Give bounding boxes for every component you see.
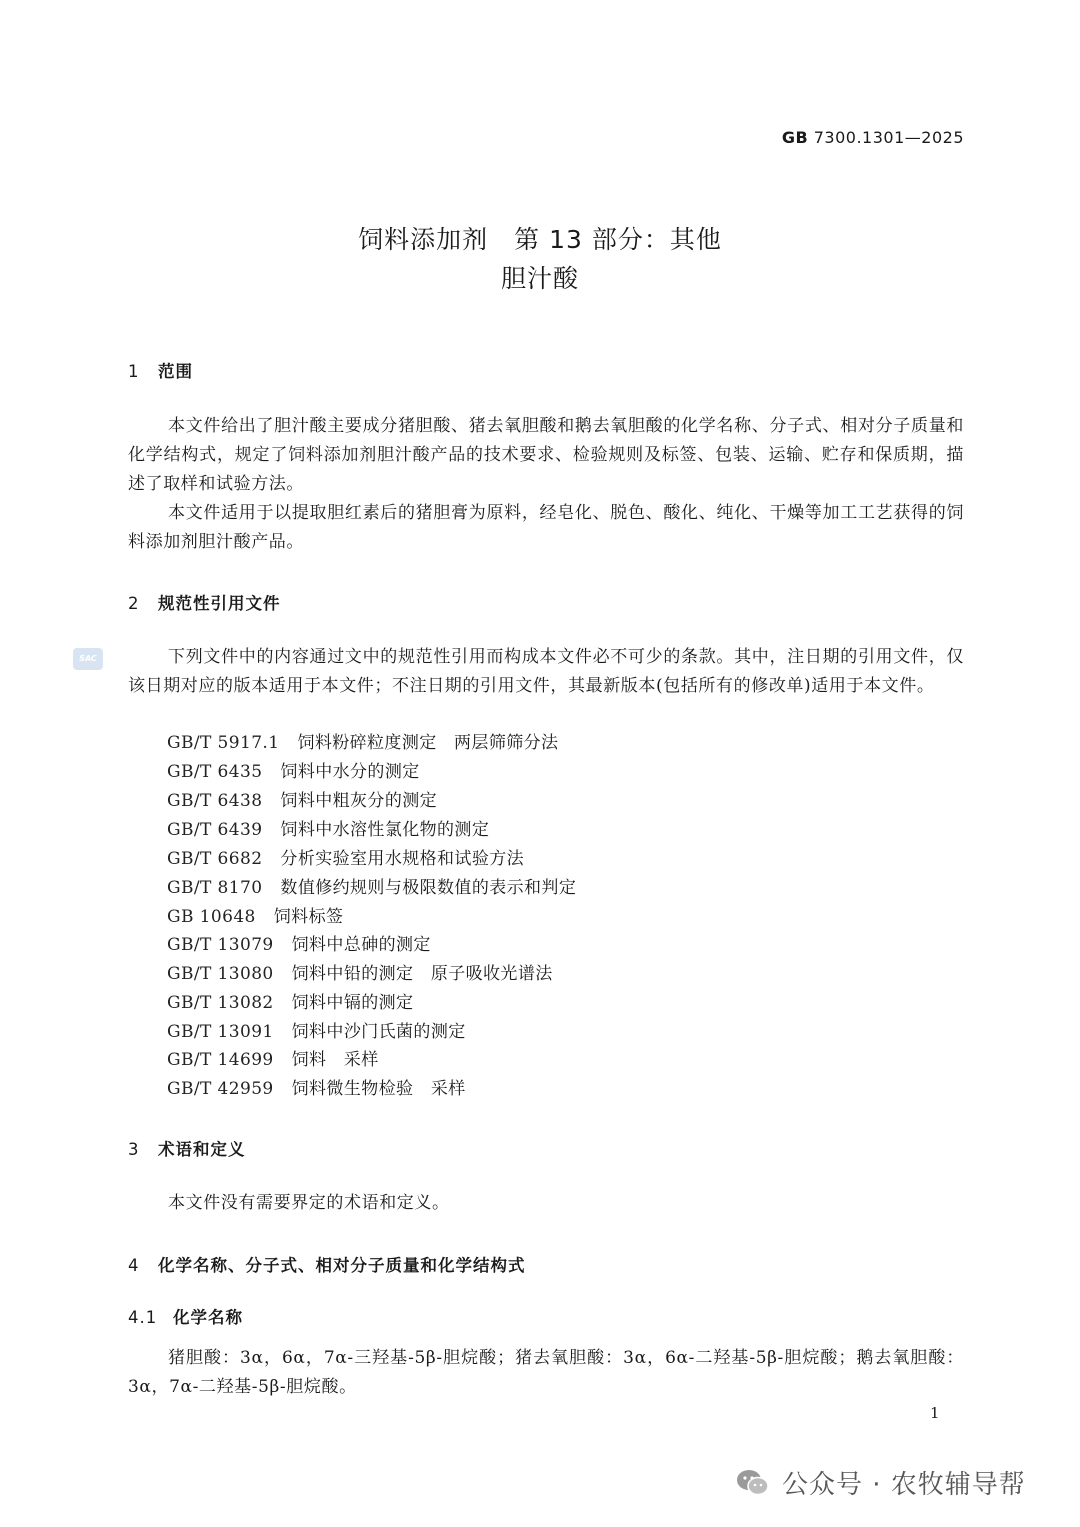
reference-item: GB/T 13091 饲料中沙门氏菌的测定 — [167, 1022, 466, 1042]
page-number: 1 — [930, 1404, 940, 1422]
section-1-heading: 1 范围 — [128, 362, 193, 381]
wechat-icon — [736, 1468, 770, 1498]
reference-item: GB/T 13079 饲料中总砷的测定 — [167, 935, 431, 955]
section-3-heading: 3 术语和定义 — [128, 1140, 246, 1159]
reference-item: GB/T 8170 数值修约规则与极限数值的表示和判定 — [167, 878, 577, 898]
section-4-1-heading: 4.1 化学名称 — [128, 1308, 243, 1327]
section-2-heading: 2 规范性引用文件 — [128, 594, 281, 613]
section-4-heading: 4 化学名称、分子式、相对分子质量和化学结构式 — [128, 1256, 526, 1275]
reference-item: GB/T 13082 饲料中镉的测定 — [167, 993, 414, 1013]
standard-number: GB 7300.1301—2025 — [781, 128, 964, 147]
reference-item: GB/T 6439 饲料中水溶性氯化物的测定 — [167, 820, 490, 840]
reference-item: GB/T 42959 饲料微生物检验 采样 — [167, 1079, 466, 1099]
section-1-paragraph-1: 本文件给出了胆汁酸主要成分猪胆酸、猪去氧胆酸和鹅去氧胆酸的化学名称、分子式、相对分子质量和化学结构式，规定了饲料添加剂胆汁酸产品的技术要求、检验规则及标签、包装、运输、贮存和保质期，描述了取样和试验方法。 — [128, 416, 964, 494]
sac-logo: SAC — [73, 648, 103, 670]
section-3-paragraph: 本文件没有需要界定的术语和定义。 — [168, 1193, 450, 1213]
section-4-1-paragraph: 猪胆酸：3α，6α，7α-三羟基-5β-胆烷酸；猪去氧胆酸：3α，6α-二羟基-5β-胆烷酸；鹅去氧胆酸：3α，7α-二羟基-5β-胆烷酸。 — [128, 1348, 964, 1397]
reference-item: GB/T 6438 饲料中粗灰分的测定 — [167, 791, 438, 811]
watermark-text: 公众号 · 农牧辅导帮 — [782, 1470, 1026, 1500]
reference-item: GB/T 5917.1 饲料粉碎粒度测定 两层筛筛分法 — [167, 733, 559, 753]
reference-item: GB/T 13080 饲料中铅的测定 原子吸收光谱法 — [167, 964, 553, 984]
document-title: 饲料添加剂 第 13 部分：其他 — [358, 225, 722, 254]
section-1-paragraph-2: 本文件适用于以提取胆红素后的猪胆膏为原料，经皂化、脱色、酸化、纯化、干燥等加工工艺获得的饲料添加剂胆汁酸产品。 — [128, 503, 964, 552]
document-subtitle: 胆汁酸 — [500, 264, 579, 293]
reference-item: GB/T 6435 饲料中水分的测定 — [167, 762, 420, 782]
reference-item: GB 10648 饲料标签 — [167, 907, 344, 927]
reference-item: GB/T 14699 饲料 采样 — [167, 1050, 379, 1070]
watermark — [736, 1464, 1026, 1501]
reference-item: GB/T 6682 分析实验室用水规格和试验方法 — [167, 849, 525, 869]
section-2-intro: 下列文件中的内容通过文中的规范性引用而构成本文件必不可少的条款。其中，注日期的引用文件，仅该日期对应的版本适用于本文件；不注日期的引用文件，其最新版本(包括所有的修改单)适用于本文件。 — [128, 647, 964, 696]
